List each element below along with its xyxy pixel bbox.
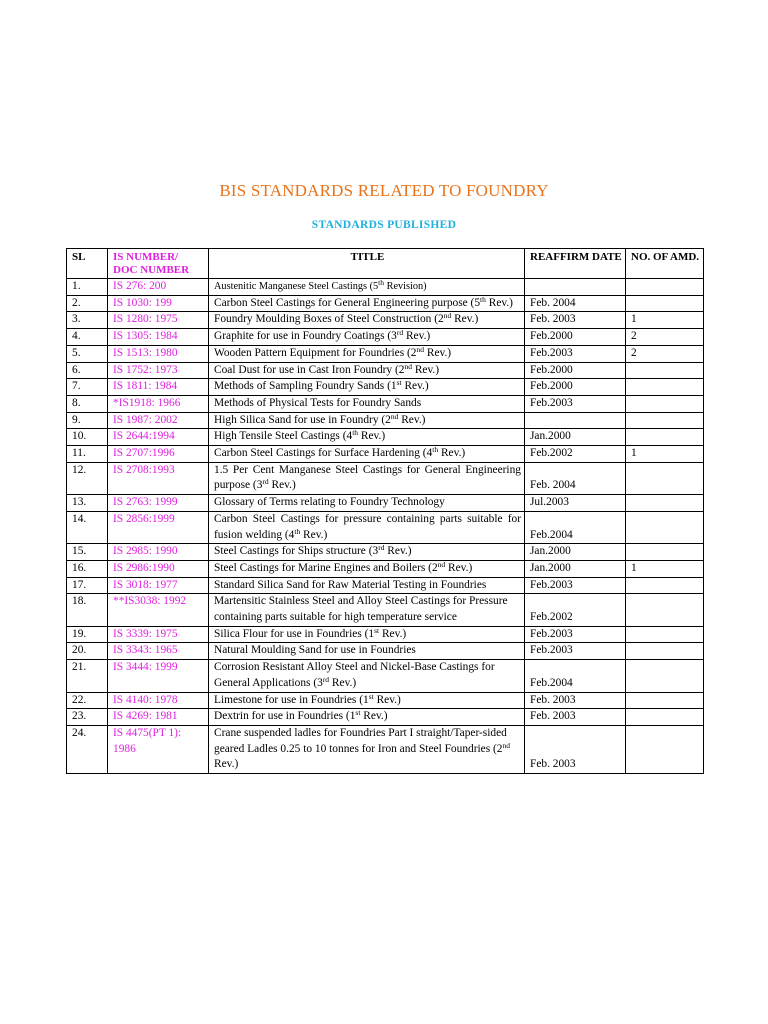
cell-is-number: IS 2985: 1990	[108, 544, 209, 561]
cell-title: Martensitic Stainless Steel and Alloy Steel Castings for Pressure containing parts suitable for high temperature service	[209, 594, 525, 626]
cell-title: Corrosion Resistant Alloy Steel and Nickel-Base Castings for General Applications (3rd Rev.)	[209, 660, 525, 692]
table-row	[67, 577, 704, 594]
table-row	[67, 279, 704, 296]
cell-is-number: IS 2856:1999	[108, 511, 209, 543]
cell-sl: 10.	[67, 429, 108, 446]
cell-sl: 4.	[67, 329, 108, 346]
table-row	[67, 295, 704, 312]
cell-is-number: IS 1280: 1975	[108, 312, 209, 329]
table-row	[67, 495, 704, 512]
cell-sl: 6.	[67, 362, 108, 379]
cell-amendments	[626, 725, 704, 773]
cell-reaffirm-date: Feb.2004	[525, 511, 626, 543]
section-subtitle: STANDARDS PUBLISHED	[311, 219, 457, 231]
cell-title: Standard Silica Sand for Raw Material Testing in Foundries	[209, 577, 525, 594]
cell-sl: 13.	[67, 495, 108, 512]
cell-reaffirm-date: Feb. 2003	[525, 312, 626, 329]
cell-reaffirm-date: Jan.2000	[525, 560, 626, 577]
cell-title: Silica Flour for use in Foundries (1st Rev.)	[209, 626, 525, 643]
cell-is-number: IS 2708:1993	[108, 462, 209, 494]
table-row	[67, 560, 704, 577]
cell-sl: 22.	[67, 692, 108, 709]
table-row	[67, 329, 704, 346]
table-body	[67, 279, 704, 774]
cell-is-number: *IS1918: 1966	[108, 395, 209, 412]
cell-amendments	[626, 395, 704, 412]
table-row	[67, 462, 704, 494]
cell-is-number: IS 3343: 1965	[108, 643, 209, 660]
cell-title: Methods of Physical Tests for Foundry Sands	[209, 395, 525, 412]
cell-is-number: IS 3444: 1999	[108, 660, 209, 692]
table-row	[67, 312, 704, 329]
cell-title: Glossary of Terms relating to Foundry Technology	[209, 495, 525, 512]
cell-is-number: IS 1305: 1984	[108, 329, 209, 346]
cell-amendments	[626, 429, 704, 446]
cell-amendments	[626, 412, 704, 429]
cell-reaffirm-date: Feb.2003	[525, 643, 626, 660]
cell-reaffirm-date: Feb.2000	[525, 379, 626, 396]
cell-sl: 15.	[67, 544, 108, 561]
cell-amendments	[626, 295, 704, 312]
table-row	[67, 362, 704, 379]
cell-is-number: IS 4269: 1981	[108, 709, 209, 726]
cell-is-number: IS 276: 200	[108, 279, 209, 296]
cell-sl: 9.	[67, 412, 108, 429]
cell-reaffirm-date: Feb.2002	[525, 594, 626, 626]
cell-title: High Silica Sand for use in Foundry (2nd Rev.)	[209, 412, 525, 429]
cell-amendments	[626, 709, 704, 726]
header-reaffirm: REAFFIRM DATE	[525, 249, 626, 279]
header-amd: NO. OF AMD.	[626, 249, 704, 279]
cell-title: Steel Castings for Ships structure (3rd Rev.)	[209, 544, 525, 561]
page-title: BIS STANDARDS RELATED TO FOUNDRY	[219, 181, 549, 200]
cell-amendments	[626, 462, 704, 494]
table-row	[67, 594, 704, 626]
cell-sl: 1.	[67, 279, 108, 296]
cell-sl: 24.	[67, 725, 108, 773]
cell-reaffirm-date: Feb.2003	[525, 577, 626, 594]
cell-amendments	[626, 692, 704, 709]
cell-title: High Tensile Steel Castings (4th Rev.)	[209, 429, 525, 446]
table-row	[67, 429, 704, 446]
cell-reaffirm-date: Feb.2003	[525, 345, 626, 362]
table-row	[67, 379, 704, 396]
cell-amendments	[626, 544, 704, 561]
cell-title: Graphite for use in Foundry Coatings (3rd Rev.)	[209, 329, 525, 346]
cell-reaffirm-date: Feb.2000	[525, 329, 626, 346]
table-row	[67, 544, 704, 561]
cell-sl: 12.	[67, 462, 108, 494]
cell-sl: 17.	[67, 577, 108, 594]
cell-reaffirm-date: Feb.2000	[525, 362, 626, 379]
cell-title: Austenitic Manganese Steel Castings (5th Revision)	[209, 279, 525, 296]
cell-amendments: 1	[626, 312, 704, 329]
cell-is-number: IS 1811: 1984	[108, 379, 209, 396]
cell-title: Steel Castings for Marine Engines and Boilers (2nd Rev.)	[209, 560, 525, 577]
cell-title: 1.5 Per Cent Manganese Steel Castings for General Engineering purpose (3rd Rev.)	[209, 462, 525, 494]
header-sl: SL	[67, 249, 108, 279]
cell-title: Carbon Steel Castings for Surface Hardening (4th Rev.)	[209, 446, 525, 463]
cell-is-number: IS 1030: 199	[108, 295, 209, 312]
table-row	[67, 395, 704, 412]
cell-is-number: IS 2707:1996	[108, 446, 209, 463]
cell-reaffirm-date: Jan.2000	[525, 544, 626, 561]
cell-title: Dextrin for use in Foundries (1st Rev.)	[209, 709, 525, 726]
cell-title: Limestone for use in Foundries (1st Rev.)	[209, 692, 525, 709]
cell-sl: 20.	[67, 643, 108, 660]
cell-is-number: IS 4140: 1978	[108, 692, 209, 709]
header-number: IS NUMBER/ DOC NUMBER	[108, 249, 209, 279]
cell-reaffirm-date: Feb.2004	[525, 660, 626, 692]
table-row	[67, 412, 704, 429]
cell-reaffirm-date: Feb. 2004	[525, 462, 626, 494]
cell-reaffirm-date: Feb. 2003	[525, 725, 626, 773]
cell-sl: 5.	[67, 345, 108, 362]
cell-is-number: IS 3339: 1975	[108, 626, 209, 643]
table-row	[67, 511, 704, 543]
cell-sl: 16.	[67, 560, 108, 577]
cell-is-number: **IS3038: 1992	[108, 594, 209, 626]
cell-reaffirm-date: Feb.2002	[525, 446, 626, 463]
standards-table	[66, 248, 704, 774]
cell-reaffirm-date	[525, 279, 626, 296]
cell-amendments	[626, 511, 704, 543]
cell-reaffirm-date: Feb.2003	[525, 395, 626, 412]
cell-sl: 14.	[67, 511, 108, 543]
cell-is-number: IS 4475(PT 1): 1986	[108, 725, 209, 773]
table-row	[67, 626, 704, 643]
cell-sl: 7.	[67, 379, 108, 396]
cell-is-number: IS 2763: 1999	[108, 495, 209, 512]
cell-amendments	[626, 362, 704, 379]
cell-title: Natural Moulding Sand for use in Foundries	[209, 643, 525, 660]
cell-amendments	[626, 495, 704, 512]
cell-amendments	[626, 626, 704, 643]
cell-title: Crane suspended ladles for Foundries Part I straight/Taper-sided geared Ladles 0.25 to 10 tonnes for Iron and Steel Foundries (2nd Rev.)	[209, 725, 525, 773]
cell-reaffirm-date: Feb.2003	[525, 626, 626, 643]
cell-is-number: IS 3018: 1977	[108, 577, 209, 594]
cell-amendments: 2	[626, 329, 704, 346]
cell-title: Methods of Sampling Foundry Sands (1st Rev.)	[209, 379, 525, 396]
cell-is-number: IS 1513: 1980	[108, 345, 209, 362]
cell-sl: 19.	[67, 626, 108, 643]
cell-is-number: IS 2986:1990	[108, 560, 209, 577]
cell-title: Foundry Moulding Boxes of Steel Construction (2nd Rev.)	[209, 312, 525, 329]
table-row	[67, 643, 704, 660]
cell-amendments	[626, 643, 704, 660]
table-row	[67, 709, 704, 726]
table-row	[67, 725, 704, 773]
cell-is-number: IS 1752: 1973	[108, 362, 209, 379]
cell-amendments: 1	[626, 560, 704, 577]
cell-reaffirm-date: Jan.2000	[525, 429, 626, 446]
cell-sl: 21.	[67, 660, 108, 692]
cell-amendments	[626, 577, 704, 594]
cell-amendments: 2	[626, 345, 704, 362]
cell-is-number: IS 1987: 2002	[108, 412, 209, 429]
cell-amendments	[626, 279, 704, 296]
cell-reaffirm-date: Feb. 2003	[525, 709, 626, 726]
cell-amendments	[626, 660, 704, 692]
cell-reaffirm-date: Feb. 2003	[525, 692, 626, 709]
cell-title: Carbon Steel Castings for General Engineering purpose (5th Rev.)	[209, 295, 525, 312]
cell-title: Carbon Steel Castings for pressure containing parts suitable for fusion welding (4th Rev.)	[209, 511, 525, 543]
cell-sl: 11.	[67, 446, 108, 463]
table-row	[67, 692, 704, 709]
cell-reaffirm-date: Jul.2003	[525, 495, 626, 512]
table-row	[67, 345, 704, 362]
cell-amendments: 1	[626, 446, 704, 463]
cell-amendments	[626, 379, 704, 396]
cell-sl: 8.	[67, 395, 108, 412]
header-title: TITLE	[209, 249, 525, 279]
cell-title: Coal Dust for use in Cast Iron Foundry (2nd Rev.)	[209, 362, 525, 379]
table-row	[67, 446, 704, 463]
table-row	[67, 660, 704, 692]
table-header-row	[67, 249, 704, 279]
cell-reaffirm-date: Feb. 2004	[525, 295, 626, 312]
cell-sl: 18.	[67, 594, 108, 626]
cell-sl: 23.	[67, 709, 108, 726]
cell-sl: 2.	[67, 295, 108, 312]
cell-title: Wooden Pattern Equipment for Foundries (2nd Rev.)	[209, 345, 525, 362]
cell-reaffirm-date	[525, 412, 626, 429]
cell-is-number: IS 2644:1994	[108, 429, 209, 446]
cell-sl: 3.	[67, 312, 108, 329]
cell-amendments	[626, 594, 704, 626]
